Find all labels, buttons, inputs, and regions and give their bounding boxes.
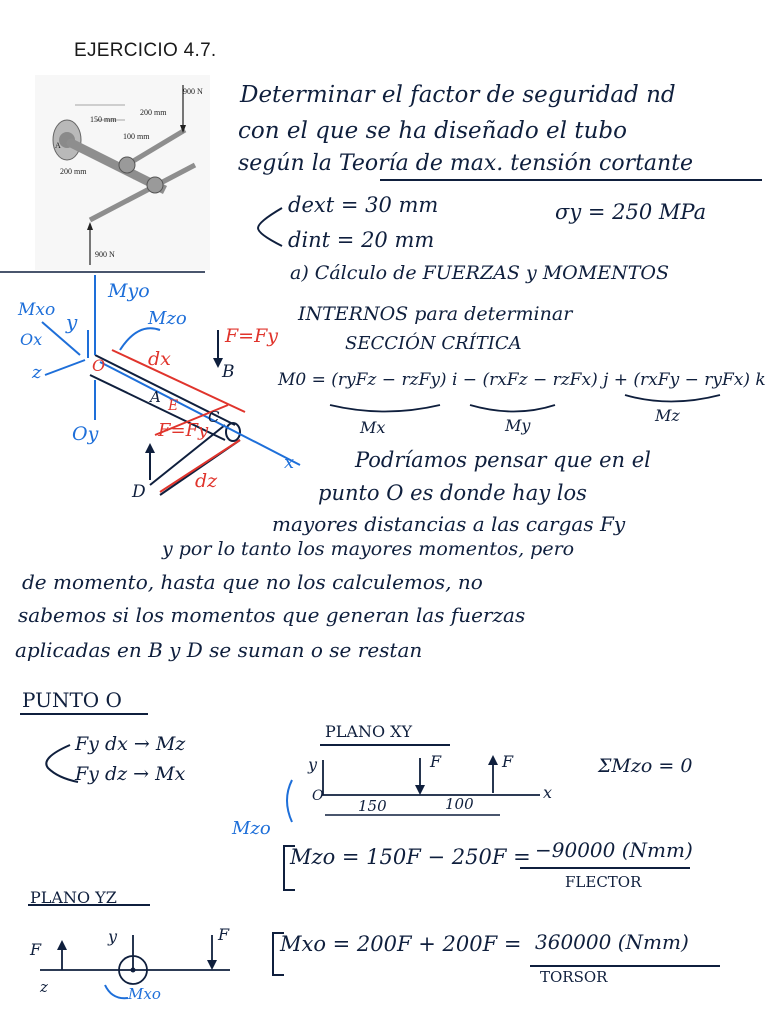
figure-label-point-a: A — [55, 141, 61, 150]
mz-term-label: Mz — [655, 406, 680, 425]
plano-yz-force-2-label: F — [218, 925, 230, 944]
plano-yz-heading: PLANO YZ — [30, 888, 117, 907]
my-term-label: My — [505, 416, 531, 435]
statement-line-3: según la Teoría de max. tensión cortante — [238, 151, 694, 176]
section-a-line-1: a) Cálculo de FUERZAS y MOMENTOS — [290, 262, 669, 284]
mz-brace — [625, 395, 720, 402]
plano-xy-force-2-label: F — [502, 752, 514, 771]
punto-o-heading: PUNTO O — [22, 688, 122, 712]
paragraph-line-4: y por lo tanto los mayores momentos, pero — [162, 538, 575, 560]
figure-label-dim-4: 200 mm — [60, 167, 87, 176]
mz-type: FLECTOR — [565, 873, 642, 891]
figure-label-dim-2: 150 mm — [90, 115, 117, 124]
figure-label-force-bottom: 900 N — [95, 250, 115, 259]
plano-yz-moment-label: Mxo — [128, 985, 161, 1003]
exercise-title: EJERCICIO 4.7. — [74, 40, 217, 61]
point-b-label: B — [222, 362, 235, 382]
mzo-label: Mzo — [148, 308, 187, 329]
mx-term-label: Mx — [360, 418, 386, 437]
plano-xy-origin-label: O — [312, 788, 324, 804]
paragraph-line-7: aplicadas en B y D se suman o se restan — [15, 638, 423, 662]
inner-diameter: dint = 20 mm — [288, 228, 435, 252]
force-d-label: F=Fy — [158, 420, 209, 441]
plano-xy-distance-1: 150 — [358, 797, 387, 815]
plano-yz-y-label: y — [108, 927, 118, 946]
mx-type: TORSOR — [540, 968, 608, 986]
my-brace — [470, 405, 555, 412]
x-axis — [100, 362, 300, 465]
plano-xy-y-label: y — [308, 755, 318, 774]
plano-xy-moment-arrow — [287, 780, 292, 822]
paragraph-line-5: de momento, hasta que no los calculemos, no — [22, 570, 483, 594]
plano-yz-z-label: z — [40, 978, 48, 996]
mxo-label: Mxo — [18, 300, 56, 320]
statement-line-1: Determinar el factor de seguridad nd — [240, 82, 676, 108]
force-b-label: F=Fy — [225, 325, 279, 347]
mx-value: 360000 (Nmm) — [535, 930, 689, 954]
ox-label: Ox — [20, 330, 43, 349]
point-a-label: A — [150, 388, 161, 406]
yield-strength: σy = 250 MPa — [555, 200, 707, 224]
dx-label: dx — [148, 348, 171, 370]
plano-yz-moment-arrow — [105, 985, 128, 998]
section-a-line-2: INTERNOS para determinar — [298, 303, 573, 325]
z-axis — [45, 360, 85, 375]
plano-xy-force-1-label: F — [430, 752, 442, 771]
dz-label: dz — [195, 470, 218, 492]
paragraph-line-3: mayores distancias a las cargas Fy — [272, 512, 626, 536]
section-a-line-3: SECCIÓN CRÍTICA — [345, 333, 522, 354]
point-o-label: O — [92, 356, 106, 375]
z-axis-label: z — [32, 362, 42, 383]
mzo-moment-arrow — [120, 328, 160, 350]
x-axis-label: x — [284, 452, 295, 473]
oy-label: Oy — [72, 423, 99, 445]
mx-equation: Mxo = 200F + 200F = — [280, 932, 522, 956]
myo-label: Myo — [108, 280, 150, 302]
plano-yz-force-1-label: F — [30, 940, 42, 959]
paragraph-line-2: punto O es donde hay los — [318, 481, 587, 505]
figure-label-dim-3: 100 mm — [123, 132, 150, 141]
paragraph-line-6: sabemos si los momentos que generan las fuerzas — [18, 603, 526, 627]
figure-label-dim-1: 200 mm — [140, 108, 167, 117]
sum-moments-equation: ΣMzo = 0 — [598, 755, 693, 777]
figure-label-force-top: 900 N — [183, 87, 203, 96]
point-d-label: D — [132, 482, 146, 502]
moment-formula: M0 = (ryFz − rzFy) i − (rxFz − rzFx) j + (rxFy − ryFx) k — [278, 370, 766, 390]
mz-equation: Mzo = 150F − 250F = — [290, 845, 531, 869]
mx-brace — [330, 405, 440, 412]
plano-xy-x-label: x — [543, 783, 553, 802]
point-c-label: C — [208, 408, 220, 426]
paragraph-line-1: Podríamos pensar que en el — [355, 448, 651, 472]
punto-o-relation-2: Fy dz → Mx — [75, 763, 186, 785]
dimensions-brace — [258, 208, 282, 246]
plano-xy-heading: PLANO XY — [325, 722, 413, 741]
plano-xy-moment-label: Mzo — [232, 818, 271, 839]
statement-line-2: con el que se ha diseñado el tubo — [238, 118, 627, 144]
punto-o-relation-1: Fy dx → Mz — [75, 733, 186, 755]
point-e-label: E — [168, 398, 179, 414]
punto-o-brace — [46, 745, 78, 782]
y-axis-label: y — [66, 310, 78, 334]
mz-value: −90000 (Nmm) — [535, 838, 693, 862]
plano-xy-distance-2: 100 — [445, 795, 474, 813]
outer-diameter: dext = 30 mm — [288, 193, 439, 217]
